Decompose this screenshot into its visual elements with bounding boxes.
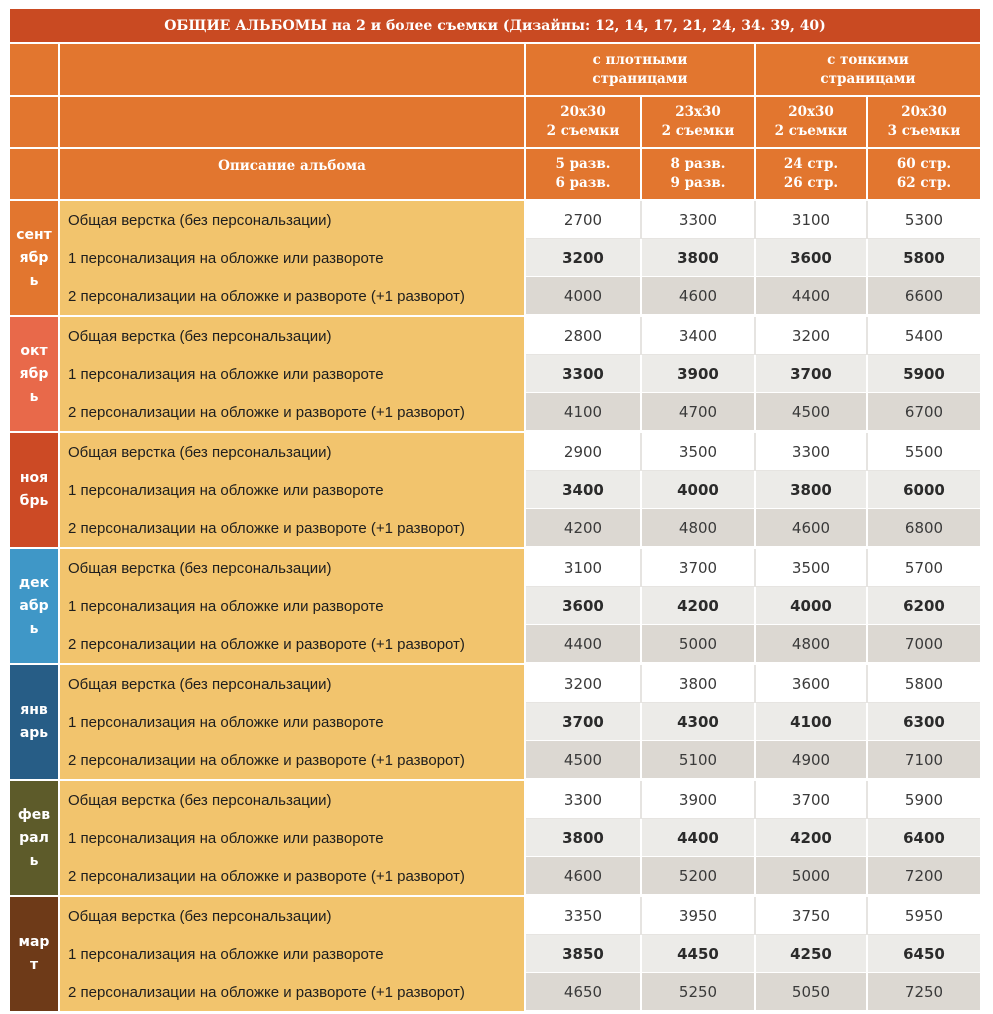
header-row-groups xyxy=(10,44,980,97)
price-cell: 2700 xyxy=(526,201,642,239)
price-cell: 3400 xyxy=(526,471,642,509)
price-cell: 4400 xyxy=(526,625,642,663)
price-cell: 5200 xyxy=(642,857,756,895)
month-block xyxy=(10,317,980,433)
price-cell: 5250 xyxy=(642,973,756,1011)
pages-header: 24 стр. 26 стр. xyxy=(756,149,868,201)
table-body xyxy=(10,201,980,1013)
format-header: 20х30 2 съемки xyxy=(756,97,868,149)
price-cell: 2900 xyxy=(526,433,642,471)
price-cell: 3700 xyxy=(756,781,868,819)
row-description: Общая верстка (без персональзации) xyxy=(60,781,526,819)
row-description: Общая верстка (без персональзации) xyxy=(60,897,526,935)
price-cell: 4400 xyxy=(642,819,756,857)
price-cell: 3500 xyxy=(642,433,756,471)
month-label: январь xyxy=(10,665,58,779)
price-cell: 3850 xyxy=(526,935,642,973)
price-cell: 4700 xyxy=(642,393,756,431)
row-description: 1 персонализация на обложке или развороте xyxy=(60,703,526,741)
row-description: Общая верстка (без персональзации) xyxy=(60,201,526,239)
group-header-thin-pages: с тонкими страницами xyxy=(756,44,980,97)
price-cell: 7000 xyxy=(868,625,980,663)
month-label: октябрь xyxy=(10,317,58,431)
price-cell: 3500 xyxy=(756,549,868,587)
price-cell: 4500 xyxy=(526,741,642,779)
table-row xyxy=(60,509,980,547)
price-cell: 5100 xyxy=(642,741,756,779)
price-cell: 5800 xyxy=(868,239,980,277)
price-cell: 5900 xyxy=(868,781,980,819)
price-cell: 4200 xyxy=(642,587,756,625)
price-cell: 3700 xyxy=(526,703,642,741)
price-cell: 5400 xyxy=(868,317,980,355)
format-header: 20х30 3 съемки xyxy=(868,97,980,149)
header-row-formats xyxy=(10,97,980,149)
price-cell: 6600 xyxy=(868,277,980,315)
price-cell: 3200 xyxy=(756,317,868,355)
month-label: февраль xyxy=(10,781,58,895)
price-cell: 3900 xyxy=(642,355,756,393)
price-cell: 5300 xyxy=(868,201,980,239)
row-description: 1 персонализация на обложке или развороте xyxy=(60,355,526,393)
table-row xyxy=(60,625,980,663)
table-title: ОБЩИЕ АЛЬБОМЫ на 2 и более съемки (Дизайны: 12, 14, 17, 21, 24, 34. 39, 40) xyxy=(10,9,980,44)
price-cell: 6450 xyxy=(868,935,980,973)
row-description: 1 персонализация на обложке или развороте xyxy=(60,819,526,857)
price-cell: 4400 xyxy=(756,277,868,315)
table-row xyxy=(60,471,980,509)
price-cell: 3300 xyxy=(526,355,642,393)
price-cell: 6000 xyxy=(868,471,980,509)
price-cell: 4000 xyxy=(642,471,756,509)
table-row xyxy=(60,549,980,587)
month-label: март xyxy=(10,897,58,1011)
price-cell: 3600 xyxy=(756,665,868,703)
row-description: 2 персонализации на обложке и развороте (+1 разворот) xyxy=(60,393,526,431)
pages-header: 8 разв. 9 разв. xyxy=(642,149,756,201)
pages-header: 60 стр. 62 стр. xyxy=(868,149,980,201)
month-block xyxy=(10,781,980,897)
price-cell: 7200 xyxy=(868,857,980,895)
price-cell: 2800 xyxy=(526,317,642,355)
row-description: 1 персонализация на обложке или развороте xyxy=(60,471,526,509)
price-cell: 6800 xyxy=(868,509,980,547)
price-cell: 3800 xyxy=(756,471,868,509)
price-cell: 3350 xyxy=(526,897,642,935)
table-row xyxy=(60,703,980,741)
price-cell: 5900 xyxy=(868,355,980,393)
month-label: декабрь xyxy=(10,549,58,663)
row-description: 2 персонализации на обложке и развороте (+1 разворот) xyxy=(60,509,526,547)
price-cell: 5950 xyxy=(868,897,980,935)
table-row xyxy=(60,973,980,1011)
header-spacer xyxy=(60,44,526,97)
price-cell: 3600 xyxy=(526,587,642,625)
month-block xyxy=(10,201,980,317)
month-block xyxy=(10,897,980,1013)
price-cell: 4300 xyxy=(642,703,756,741)
price-cell: 4900 xyxy=(756,741,868,779)
price-cell: 4600 xyxy=(526,857,642,895)
price-cell: 4650 xyxy=(526,973,642,1011)
row-description: 2 персонализации на обложке и развороте (+1 разворот) xyxy=(60,625,526,663)
price-cell: 3800 xyxy=(642,239,756,277)
table-row xyxy=(60,587,980,625)
header-spacer xyxy=(10,97,60,149)
row-description: 2 персонализации на обложке и развороте (+1 разворот) xyxy=(60,277,526,315)
price-cell: 3200 xyxy=(526,239,642,277)
price-cell: 3800 xyxy=(642,665,756,703)
table-row xyxy=(60,393,980,431)
table-row xyxy=(60,819,980,857)
price-cell: 6300 xyxy=(868,703,980,741)
table-row xyxy=(60,781,980,819)
row-description: Общая верстка (без персональзации) xyxy=(60,665,526,703)
price-cell: 3100 xyxy=(756,201,868,239)
price-cell: 3750 xyxy=(756,897,868,935)
price-cell: 5800 xyxy=(868,665,980,703)
table-row xyxy=(60,239,980,277)
price-cell: 4100 xyxy=(756,703,868,741)
price-cell: 7100 xyxy=(868,741,980,779)
table-row xyxy=(60,665,980,703)
price-cell: 5050 xyxy=(756,973,868,1011)
price-cell: 4600 xyxy=(756,509,868,547)
header-spacer xyxy=(60,97,526,149)
price-cell: 5000 xyxy=(642,625,756,663)
format-header: 23х30 2 съемки xyxy=(642,97,756,149)
price-cell: 3300 xyxy=(526,781,642,819)
month-block xyxy=(10,549,980,665)
month-label: сентябрь xyxy=(10,201,58,315)
table-row xyxy=(60,857,980,895)
row-description: 1 персонализация на обложке или развороте xyxy=(60,239,526,277)
table-row xyxy=(60,201,980,239)
price-cell: 3400 xyxy=(642,317,756,355)
price-cell: 4450 xyxy=(642,935,756,973)
description-header: Описание альбома xyxy=(60,149,526,201)
price-cell: 4800 xyxy=(642,509,756,547)
price-table xyxy=(10,9,980,1013)
group-header-thick-pages: с плотными страницами xyxy=(526,44,756,97)
row-description: 1 персонализация на обложке или развороте xyxy=(60,587,526,625)
row-description: 2 персонализации на обложке и развороте (+1 разворот) xyxy=(60,857,526,895)
price-cell: 4250 xyxy=(756,935,868,973)
price-cell: 3200 xyxy=(526,665,642,703)
month-block xyxy=(10,665,980,781)
price-cell: 5000 xyxy=(756,857,868,895)
price-cell: 3900 xyxy=(642,781,756,819)
price-cell: 3700 xyxy=(642,549,756,587)
price-cell: 5500 xyxy=(868,433,980,471)
header-spacer xyxy=(10,149,60,201)
price-cell: 4100 xyxy=(526,393,642,431)
table-row xyxy=(60,433,980,471)
price-cell: 4500 xyxy=(756,393,868,431)
pages-header: 5 разв. 6 разв. xyxy=(526,149,642,201)
row-description: Общая верстка (без персональзации) xyxy=(60,549,526,587)
price-cell: 4000 xyxy=(756,587,868,625)
price-cell: 3700 xyxy=(756,355,868,393)
table-row xyxy=(60,355,980,393)
header-spacer xyxy=(10,44,60,97)
price-cell: 3300 xyxy=(756,433,868,471)
month-label: ноябрь xyxy=(10,433,58,547)
price-cell: 3800 xyxy=(526,819,642,857)
price-cell: 6200 xyxy=(868,587,980,625)
format-header: 20х30 2 съемки xyxy=(526,97,642,149)
row-description: 2 персонализации на обложке и развороте (+1 разворот) xyxy=(60,741,526,779)
price-cell: 3100 xyxy=(526,549,642,587)
price-cell: 5700 xyxy=(868,549,980,587)
table-row xyxy=(60,277,980,315)
table-row xyxy=(60,741,980,779)
price-cell: 4000 xyxy=(526,277,642,315)
price-cell: 3300 xyxy=(642,201,756,239)
price-cell: 4200 xyxy=(526,509,642,547)
row-description: Общая верстка (без персональзации) xyxy=(60,433,526,471)
price-cell: 6400 xyxy=(868,819,980,857)
table-row xyxy=(60,897,980,935)
row-description: 1 персонализация на обложке или развороте xyxy=(60,935,526,973)
price-cell: 3950 xyxy=(642,897,756,935)
row-description: 2 персонализации на обложке и развороте (+1 разворот) xyxy=(60,973,526,1011)
price-cell: 6700 xyxy=(868,393,980,431)
table-row xyxy=(60,317,980,355)
month-block xyxy=(10,433,980,549)
price-cell: 3600 xyxy=(756,239,868,277)
price-cell: 4800 xyxy=(756,625,868,663)
price-cell: 4200 xyxy=(756,819,868,857)
row-description: Общая верстка (без персональзации) xyxy=(60,317,526,355)
table-row xyxy=(60,935,980,973)
price-cell: 4600 xyxy=(642,277,756,315)
price-cell: 7250 xyxy=(868,973,980,1011)
header-row-pages xyxy=(10,149,980,201)
